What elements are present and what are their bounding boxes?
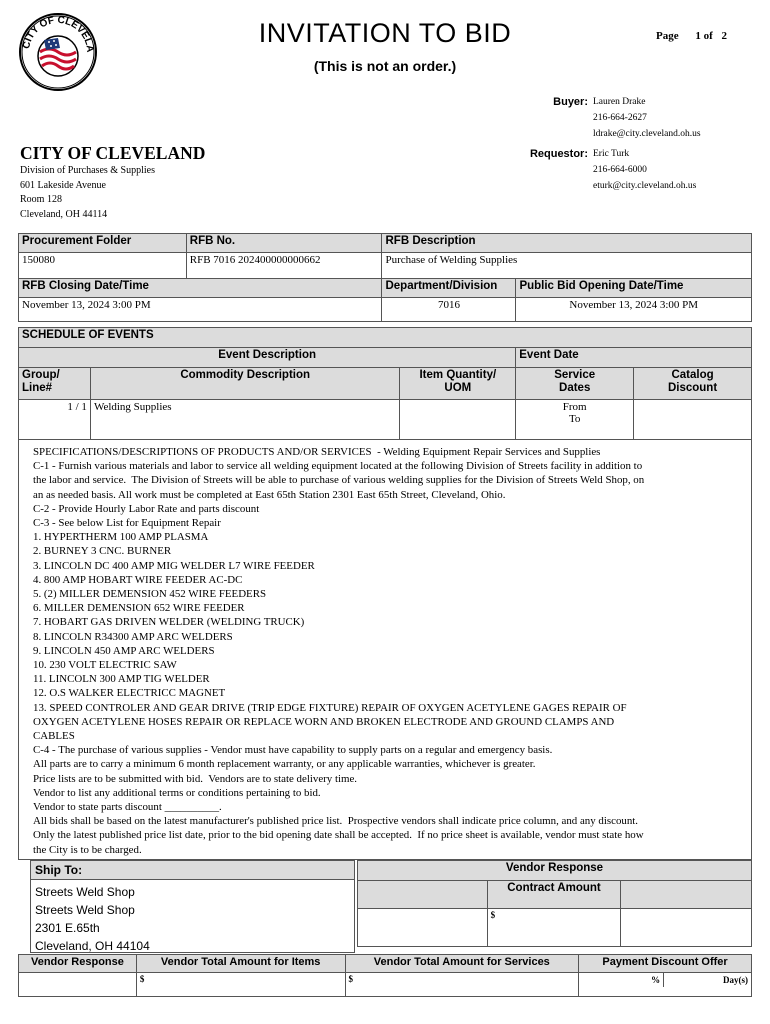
- ship-to-line: Cleveland, OH 44104: [35, 939, 150, 953]
- spec-line: the City is to be charged.: [33, 843, 142, 856]
- dollar-sign: $: [490, 910, 496, 920]
- spec-line: Vendor to state parts discount __________.: [33, 801, 222, 814]
- requestor-email: eturk@city.cleveland.oh.us: [593, 181, 697, 191]
- spec-line: 1. HYPERTHERM 100 AMP PLASMA: [33, 531, 209, 544]
- spec-line: 12. O.S WALKER ELECTRICC MAGNET: [33, 687, 226, 700]
- col-vendor-response: Vendor Response: [19, 955, 137, 973]
- vendor-response-cell[interactable]: [358, 909, 488, 947]
- schedule-title: SCHEDULE OF EVENTS: [19, 328, 752, 348]
- vendor-response-blank: [358, 881, 488, 909]
- requestor-name: Eric Turk: [593, 149, 630, 159]
- col-group-line: Group/ Line#: [19, 368, 91, 400]
- spec-line: Price lists are to be submitted with bid. Vendors are to state delivery time.: [33, 772, 358, 785]
- buyer-contact: [593, 94, 701, 142]
- spec-line: 8. LINCOLN R34300 AMP ARC WELDERS: [33, 630, 233, 643]
- days-label: Day(s): [723, 975, 748, 985]
- ship-to-box: [30, 860, 355, 953]
- requestor-phone: 216-664-6000: [593, 165, 647, 175]
- schedule-table: [18, 327, 752, 440]
- ship-to-line: Streets Weld Shop: [35, 903, 135, 917]
- spec-line: 13. SPEED CONTROLER AND GEAR DRIVE (TRIP EDGE FIXTURE) REPAIR OF OXYGEN ACETYLENE GAGES REPAIR OF: [33, 701, 627, 714]
- row-from: From: [562, 401, 587, 413]
- department-label: Department/Division: [382, 279, 516, 298]
- spec-line: 4. 800 AMP HOBART WIRE FEEDER AC-DC: [33, 573, 243, 586]
- spec-line: All bids shall be based on the latest manufacturer's published price list. Prospective vendors shall indicate price column, and any discount.: [33, 815, 639, 828]
- col-service-dates: Service Dates: [516, 368, 634, 400]
- buyer-name: Lauren Drake: [593, 97, 646, 107]
- issuer-address-line: 601 Lakeside Avenue: [20, 179, 106, 191]
- rfb-no-value: RFB 7016 202400000000662: [186, 253, 382, 279]
- rfb-no-label: RFB No.: [186, 234, 382, 253]
- bid-opening-value: November 13, 2024 3:00 PM: [516, 298, 752, 322]
- issuer-name: CITY OF CLEVELAND: [20, 143, 206, 163]
- spec-line: SPECIFICATIONS/DESCRIPTIONS OF PRODUCTS AND/OR SERVICES - Welding Equipment Repair Services and Supplies: [33, 446, 601, 458]
- spec-line: 9. LINCOLN 450 AMP ARC WELDERS: [33, 644, 215, 657]
- col-total-items: Vendor Total Amount for Items: [136, 955, 345, 973]
- spec-line: the labor and service. The Division of Streets will be able to purchase of various welding supplies for the Division of Streets Weld Shop, on: [33, 474, 645, 487]
- spec-line: C-4 - The purchase of various supplies - Vendor must have capability to supply parts on a regular and emergency basis.: [33, 744, 553, 757]
- page-label: Page: [656, 30, 679, 42]
- dollar-sign: $: [348, 974, 353, 984]
- procurement-folder-value: 150080: [19, 253, 187, 279]
- spec-line: C-2 - Provide Hourly Labor Rate and parts discount: [33, 502, 260, 515]
- rfb-description-label: RFB Description: [382, 234, 752, 253]
- col-commodity: Commodity Description: [90, 368, 399, 400]
- rfb-description-value: Purchase of Welding Supplies: [382, 253, 752, 279]
- ship-to-line: 2301 E.65th: [35, 921, 100, 935]
- specifications-text: [18, 439, 752, 860]
- dollar-sign: $: [139, 974, 145, 984]
- page-indicator: [656, 30, 741, 42]
- event-date-label: Event Date: [516, 348, 752, 368]
- issuer-address: [20, 164, 155, 222]
- spec-line: C-3 - See below List for Equipment Repair: [33, 517, 221, 530]
- vendor-totals-table: [18, 954, 752, 997]
- procurement-table: [18, 233, 752, 322]
- contract-amount-label: Contract Amount: [487, 881, 621, 909]
- rfb-closing-value: November 13, 2024 3:00 PM: [19, 298, 382, 322]
- spec-line: All parts are to carry a minimum 6 month replacement warranty, or any applicable warranties, whichever is greater.: [33, 758, 536, 771]
- procurement-folder-label: Procurement Folder: [19, 234, 187, 253]
- row-to: To: [568, 413, 581, 425]
- row-quantity: [400, 400, 516, 440]
- row-catalog-discount: [634, 400, 752, 440]
- spec-line: OXYGEN ACETYLENE HOSES REPAIR OR REPLACE WORN AND BROKEN ELECTRODE AND GROUND CLAMPS AND: [33, 715, 615, 728]
- bid-opening-label: Public Bid Opening Date/Time: [516, 279, 752, 298]
- buyer-phone: 216-664-2627: [593, 113, 647, 123]
- col-payment-discount: Payment Discount Offer: [579, 955, 752, 973]
- spec-line: an as needed basis. All work must be completed at East 65th Station 2301 East 65th Street, Cleveland, Ohio.: [33, 488, 506, 501]
- document-subtitle: (This is not an order.): [313, 58, 457, 74]
- spec-line: CABLES: [33, 730, 75, 743]
- issuer-address-line: Cleveland, OH 44114: [20, 208, 108, 220]
- svg-text:CITY OF CLEVELAND OHIO: CITY OF CLEVELA: [21, 14, 96, 53]
- ship-to-label: Ship To:: [31, 861, 354, 880]
- table-row: [19, 400, 752, 440]
- spec-line: Only the latest published price list date, prior to the bid opening date shall be accepted. If no price sheet is available, vendor must state how: [33, 829, 644, 842]
- page-total: 2: [721, 30, 728, 42]
- requestor-contact: [593, 146, 696, 194]
- vendor-response-title: Vendor Response: [358, 861, 752, 881]
- vendor-response-field[interactable]: [19, 973, 137, 997]
- discount-percent-field[interactable]: [579, 973, 664, 987]
- buyer-email: ldrake@city.cleveland.oh.us: [593, 129, 701, 139]
- col-quantity: Item Quantity/ UOM: [400, 368, 516, 400]
- spec-line: 10. 230 VOLT ELECTRIC SAW: [33, 659, 177, 672]
- row-service-dates: [516, 400, 634, 440]
- vendor-response-cell[interactable]: [621, 909, 752, 947]
- spec-line: 3. LINCOLN DC 400 AMP MIG WELDER L7 WIRE FEEDER: [33, 559, 315, 572]
- ship-to-line: Streets Weld Shop: [35, 885, 135, 899]
- spec-line: 7. HOBART GAS DRIVEN WELDER (WELDING TRUCK): [33, 616, 305, 629]
- spec-line: 5. (2) MILLER DEMENSION 452 WIRE FEEDERS: [33, 588, 267, 601]
- spec-line: 2. BURNEY 3 CNC. BURNER: [33, 545, 172, 558]
- department-value: 7016: [382, 298, 516, 322]
- col-total-services: Vendor Total Amount for Services: [345, 955, 579, 973]
- buyer-label: Buyer:: [553, 96, 588, 108]
- row-commodity: Welding Supplies: [90, 400, 399, 440]
- rfb-closing-label: RFB Closing Date/Time: [19, 279, 382, 298]
- discount-days-field[interactable]: [664, 973, 751, 987]
- document-title: INVITATION TO BID: [258, 18, 512, 48]
- percent-sign: %: [651, 975, 661, 985]
- event-description-label: Event Description: [19, 348, 516, 368]
- spec-line: 6. MILLER DEMENSION 652 WIRE FEEDER: [33, 602, 245, 615]
- spec-line: 11. LINCOLN 300 AMP TIG WELDER: [33, 673, 210, 686]
- spec-line: Vendor to list any additional terms or conditions pertaining to bid.: [33, 786, 321, 799]
- payment-discount-field[interactable]: [579, 973, 752, 997]
- spec-line: C-1 - Furnish various materials and labor to service all welding equipment located at the following Division of Streets facility in addition to: [33, 460, 643, 473]
- vendor-response-box: [357, 860, 752, 947]
- row-line-number: 1 / 1: [19, 400, 91, 440]
- contract-amount-field[interactable]: [487, 909, 621, 947]
- vendor-response-blank: [621, 881, 752, 909]
- issuer-address-line: Room 128: [20, 194, 62, 205]
- requestor-label: Requestor:: [529, 148, 588, 160]
- total-services-field[interactable]: [345, 973, 579, 997]
- issuer-address-line: Division of Purchases & Supplies: [20, 165, 155, 176]
- page-current: 1 of: [695, 30, 713, 42]
- col-catalog-discount: Catalog Discount: [634, 368, 752, 400]
- total-items-field[interactable]: [136, 973, 345, 997]
